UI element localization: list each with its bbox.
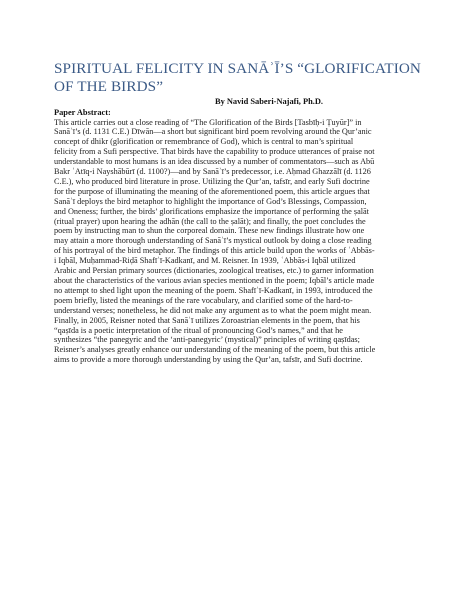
abstract-line: poem by instructing man to shun the corporeal domain. These new findings illustrate how one [54, 226, 365, 236]
paper-title: SPIRITUAL FELICITY IN SANĀʾĪ’S “GLORIFICATION OF THE BIRDS” [54, 60, 422, 95]
abstract-line: (ritual prayer) upon hearing the adhān (the call to the ṣalāt); and finally, the poet concludes the [54, 216, 366, 226]
abstract-line: of his portrayal of the bird metaphor. The findings of this article build upon the works of ʿAbbās- [54, 246, 375, 256]
abstract-line: no attempt to shed light upon the meaning of the poem. Shafīʿī-Kadkanī, in 1993, introduced the [54, 285, 373, 295]
abstract-line: felicity from a Sufi perspective. That birds have the capability to produce utterances of praise not [54, 147, 375, 157]
abstract-line: understandable to most humans is an idea discussed by a number of commentators—such as Abū [54, 157, 375, 167]
abstract-body [54, 118, 426, 366]
abstract-line: understand verses; nonetheless, he did not make any argument as to what the poem might mean. [54, 305, 372, 315]
abstract-line: synthesizes “the panegyric and the ‘anti-panegyric’ (mystical)” principles of writing qaṣīdas; [54, 335, 360, 345]
abstract-line: “qaṣīda is a poetic interpretation of the ritual of pronouncing God’s names,” and that he [54, 325, 343, 335]
abstract-line: about the characteristics of the various avian species mentioned in the poem; Iqbāl’s article made [54, 276, 375, 285]
abstract-line: Sanāʾī’s (d. 1131 C.E.) Dīwān—a short but significant bird poem revolving around the Qur’anic [54, 127, 372, 137]
abstract-line: Finally, in 2005, Reisner noted that Sanāʾī utilizes Zoroastrian elements in the poem, that his [54, 315, 360, 325]
abstract-line: C.E.), who produced bird literature in prose. Utilizing the Qur’an, tafsīr, and early Sufi doctrine [54, 176, 370, 186]
abstract-line: This article carries out a close reading of “The Glorification of the Birds [Tasbīḥ-i Ṭuyūr]” in [54, 117, 362, 127]
abstract-heading: Paper Abstract: [54, 108, 111, 117]
abstract-line: and Oneness; further, the birds’ glorifications emphasize the importance of performing the ṣalāt [54, 206, 369, 216]
abstract-line: Reisner’s analyses greatly enhance our understanding of the meaning of the poem, but this article [54, 345, 376, 355]
abstract-line: Bakr ʿAtīq-i Nayshābūrī (d. 1100?)—and by Sanāʾī’s predecessor, i.e. Aḥmad Ghazzālī (d. 1126 [54, 167, 371, 177]
abstract-line: concept of dhikr (glorification or remembrance of God), which is central to man’s spiritual [54, 137, 354, 147]
author-line: By Navid Saberi-Najafi, Ph.D. [215, 97, 323, 106]
abstract-line: aims to provide a more thorough understanding by using the Qur’an, tafsīr, and Sufi doctrine. [54, 355, 363, 365]
abstract-line: i Iqbāl, Muḥammad-Riḍā Shafīʿī-Kadkanī, and M. Reisner. In 1939, ʿAbbās-i Iqbāl utilized [54, 256, 356, 266]
abstract-line: Arabic and Persian primary sources (dictionaries, zoological treatises, etc.) to garner information [54, 266, 374, 276]
abstract-line: may attain a more thorough understanding of Sanāʾī’s mystical outlook by doing a close reading [54, 236, 372, 246]
abstract-line: poem briefly, listed the meanings of the rare vocabulary, and clarified some of the hard-to- [54, 295, 353, 305]
abstract-line: Sanāʾī deploys the bird metaphor to highlight the importance of God’s Blessings, Compassion, [54, 196, 367, 206]
abstract-line: for the purpose of illuminating the meaning of the aforementioned poem, this article argues that [54, 186, 370, 196]
